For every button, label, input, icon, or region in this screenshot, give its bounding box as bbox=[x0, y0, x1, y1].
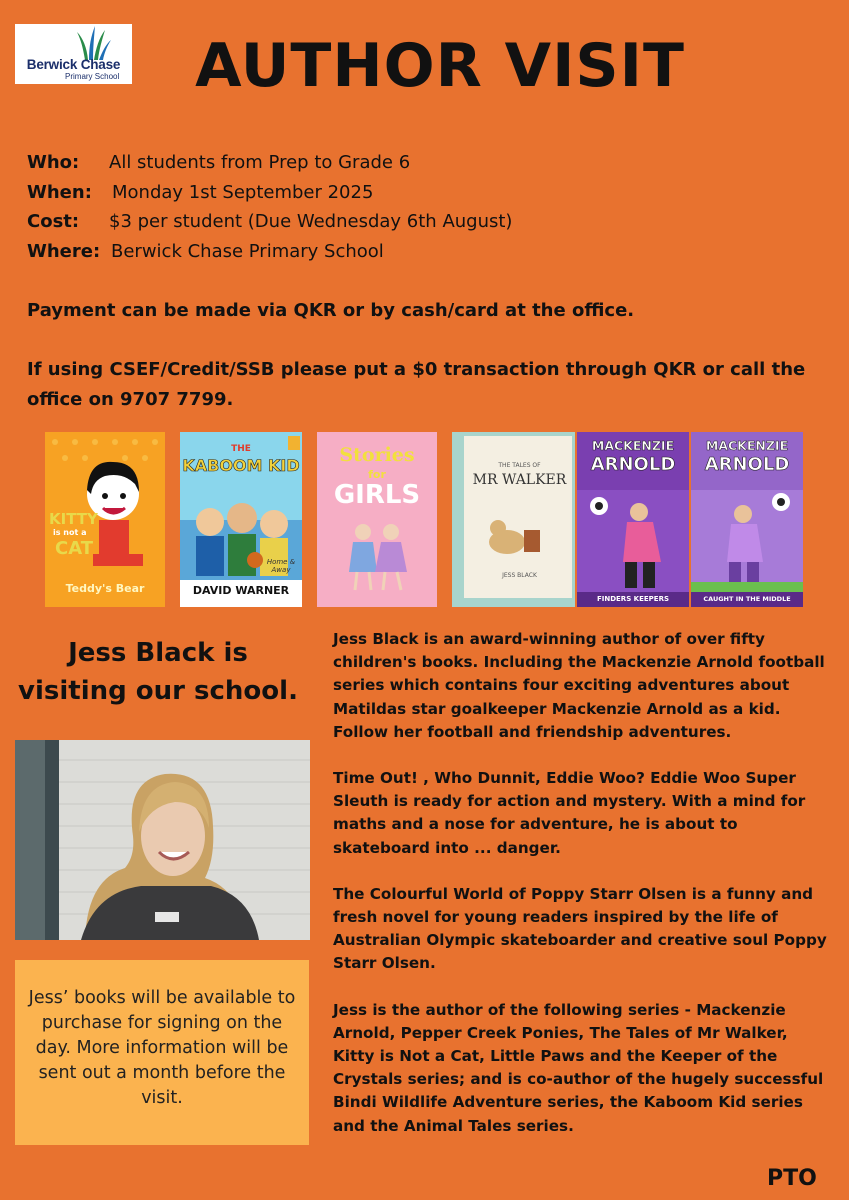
grass-logo-icon bbox=[77, 26, 111, 60]
walker-cover-art bbox=[452, 432, 575, 607]
kitty-title-top: KITTY bbox=[49, 510, 98, 528]
page-title: AUTHOR VISIT bbox=[195, 31, 685, 101]
author-portrait-image bbox=[15, 740, 310, 940]
cost-value: $3 per student (Due Wednesday 6th August) bbox=[109, 211, 513, 232]
girls-title-mid: for bbox=[368, 468, 386, 481]
cost-row bbox=[27, 207, 512, 237]
walker-title-top: THE TALES OF bbox=[498, 462, 541, 469]
book-cover-kaboom-kid bbox=[180, 432, 302, 607]
logo-name: Berwick Chase bbox=[26, 57, 121, 72]
bio-paragraph-1: Jess Black is an award-winning author of over fifty children's books. Including the Mackenzie Arnold football series which contains four exciting adventures about Matildas star goalkeeper Mackenzie Arnold as a kid. Follow her football and friendship adventures. bbox=[333, 630, 825, 741]
book-cover-mr-walker bbox=[452, 432, 575, 607]
author-photo bbox=[15, 740, 310, 940]
book-cover-finders-keepers bbox=[577, 432, 689, 607]
kitty-subtitle: Teddy's Bear bbox=[65, 582, 145, 595]
logo-subtitle: Primary School bbox=[65, 72, 120, 81]
walker-title-mid: MR WALKER bbox=[472, 472, 567, 488]
finders-title-top: MACKENZIE bbox=[591, 438, 675, 453]
kaboom-title-mid: KABOOM KID bbox=[182, 456, 300, 475]
kaboom-subtitle: Home & Away bbox=[266, 558, 296, 574]
who-label: Who: bbox=[27, 152, 80, 173]
caught-title-top: MACKENZIE bbox=[705, 438, 789, 453]
please-turn-over: PTO bbox=[767, 1166, 817, 1191]
payment-info: Payment can be made via QKR or by cash/card at the office. bbox=[27, 300, 635, 321]
caught-subtitle: CAUGHT IN THE MIDDLE bbox=[703, 595, 791, 603]
where-value: Berwick Chase Primary School bbox=[111, 240, 384, 262]
when-row bbox=[27, 178, 512, 208]
kitty-title-mid: is not a bbox=[53, 528, 87, 537]
where-row bbox=[27, 237, 512, 267]
school-logo bbox=[15, 24, 132, 84]
when-label: When: bbox=[27, 181, 92, 203]
bio-paragraph-3: The Colourful World of Poppy Starr Olsen is a funny and fresh novel for young readers inspired by the life of Australian Olympic skateboarder and creative soul Poppy Starr Olsen. bbox=[333, 884, 827, 973]
csef-info: If using CSEF/Credit/SSB please put a $0 transaction through QKR or call the office on 9707 7799. bbox=[27, 359, 806, 410]
book-cover-kitty bbox=[45, 432, 165, 607]
bio-paragraph-2: Time Out! , Who Dunnit, Eddie Woo? Eddie Woo Super Sleuth is ready for action and mystery. With a mind for maths and a nose for adventure, he is about to skateboard into ... danger. bbox=[333, 769, 806, 857]
girls-title-bottom: GIRLS bbox=[333, 480, 421, 510]
when-value: Monday 1st September 2025 bbox=[112, 181, 374, 203]
walker-author: JESS BLACK bbox=[502, 572, 537, 579]
kaboom-author: DAVID WARNER bbox=[192, 584, 290, 597]
where-label: Where: bbox=[27, 240, 101, 262]
who-value: All students from Prep to Grade 6 bbox=[109, 152, 411, 173]
finders-title-mid: ARNOLD bbox=[590, 454, 676, 475]
event-details bbox=[27, 148, 512, 266]
author-bio bbox=[333, 628, 828, 1161]
kitty-title-bottom: CAT bbox=[55, 538, 94, 559]
book-signing-note: Jess’ books will be available to purchase for signing on the day. More information will be sent out a month before the visit. bbox=[15, 960, 309, 1145]
who-row bbox=[27, 148, 512, 178]
girls-title-top: Stories bbox=[339, 444, 415, 466]
book-cover-caught-in-the-middle bbox=[691, 432, 803, 607]
bio-paragraph-4: Jess is the author of the following series - Mackenzie Arnold, Pepper Creek Ponies, The Tales of Mr Walker, Kitty is Not a Cat, Little Paws and the Keeper of the Crystals series; and is co-author of the hugely successful Bindi Wildlife Adventure series, the Kaboom Kid series and the Animal Tales series. bbox=[333, 1000, 824, 1135]
caught-title-mid: ARNOLD bbox=[704, 454, 790, 475]
kaboom-title-top: THE bbox=[231, 444, 251, 454]
book-cover-stories-for-girls bbox=[317, 432, 437, 607]
finders-subtitle: FINDERS KEEPERS bbox=[596, 595, 670, 603]
visiting-heading: Jess Black is visiting our school. bbox=[18, 638, 298, 706]
cost-label: Cost: bbox=[27, 211, 80, 232]
